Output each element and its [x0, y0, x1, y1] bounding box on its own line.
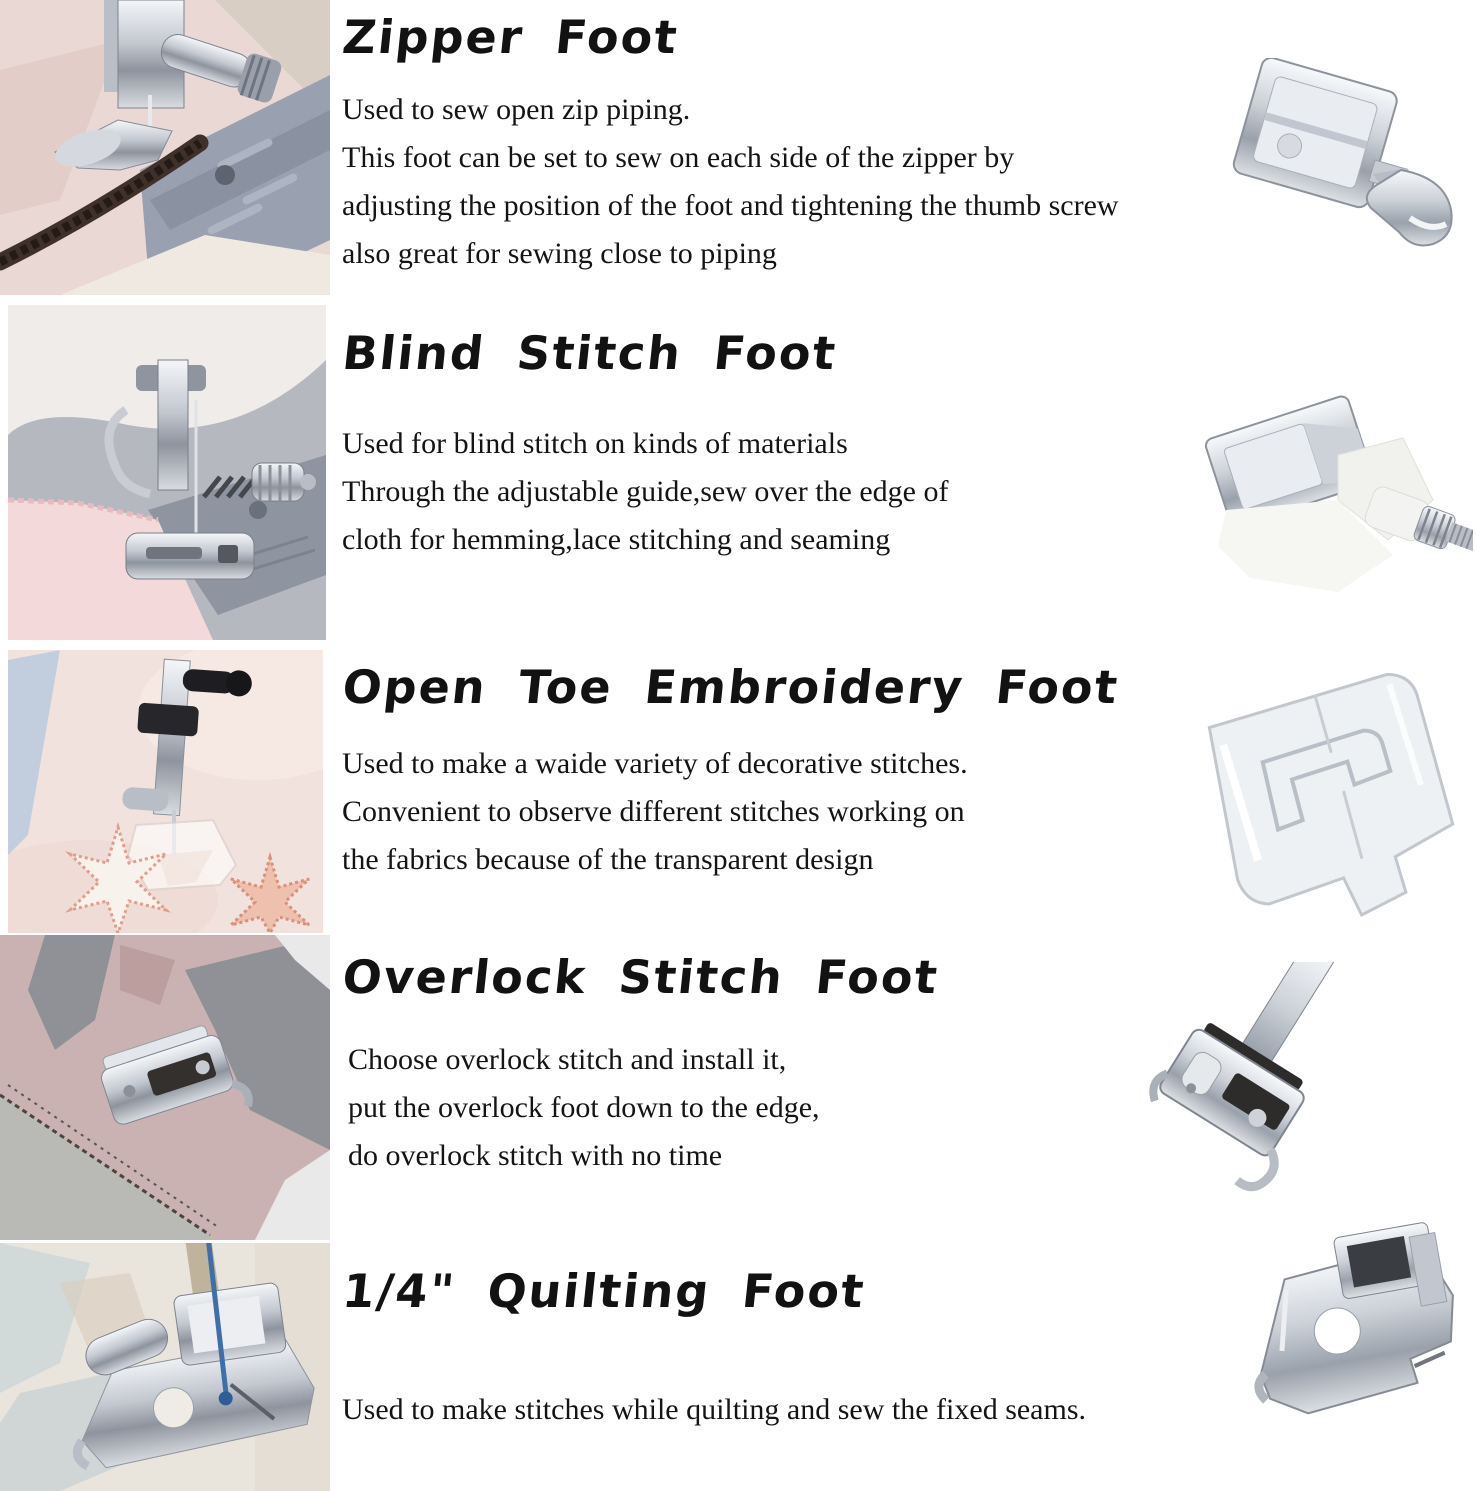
open-toe-foot-product-photo: [1178, 655, 1474, 961]
section-description-quilting-foot: [342, 1386, 1086, 1434]
section-description-open-toe-foot: [342, 740, 968, 884]
quilting-foot-product-illustration: [1198, 1212, 1464, 1436]
section-title-open-toe-foot: Open Toe Embroidery Foot: [340, 660, 1122, 714]
description-line: Used to make a waide variety of decorative stitches.: [342, 747, 968, 780]
blind-stitch-foot-usage-photo: [8, 305, 326, 640]
overlock-foot-product-photo: [1132, 962, 1337, 1242]
section-title-zipper-foot: Zipper Foot: [340, 10, 682, 64]
zipper-foot-product-photo: [1205, 58, 1467, 263]
sewing-machine-zipper-photo-illustration: [0, 0, 330, 295]
overlock-stitching-photo-illustration: [0, 935, 330, 1240]
description-line: also great for sewing close to piping: [342, 237, 777, 270]
description-line: the fabrics because of the transparent design: [342, 843, 874, 876]
quilting-foot-product-photo: [1198, 1212, 1464, 1436]
section-description-overlock-foot: [348, 1036, 820, 1180]
description-line: Convenient to observe different stitches working on: [342, 795, 965, 828]
description-line: adjusting the position of the foot and tightening the thumb screw: [342, 189, 1119, 222]
quilting-foot-usage-photo: [0, 1243, 330, 1491]
overlock-foot-usage-photo: [0, 935, 330, 1240]
description-line: cloth for hemming,lace stitching and seaming: [342, 523, 891, 556]
description-line: This foot can be set to sew on each side of the zipper by: [342, 141, 1015, 174]
overlock-foot-product-illustration: [1132, 962, 1337, 1242]
description-line: Used for blind stitch on kinds of materials: [342, 427, 848, 460]
description-line: Through the adjustable guide,sew over the edge of: [342, 475, 949, 508]
embroidery-stitching-photo-illustration: [8, 650, 323, 933]
blind-stitch-foot-product-illustration: [1188, 350, 1473, 628]
zipper-foot-product-illustration: [1205, 58, 1467, 263]
open-toe-foot-product-illustration: [1178, 655, 1474, 961]
description-line: Used to make stitches while quilting and sew the fixed seams.: [342, 1393, 1087, 1426]
section-description-zipper-foot: [342, 86, 1119, 278]
zipper-foot-usage-photo: [0, 0, 330, 295]
blind-stitch-foot-product-photo: [1188, 350, 1473, 628]
section-title-quilting-foot: 1/4" Quilting Foot: [340, 1264, 869, 1318]
section-title-overlock-foot: Overlock Stitch Foot: [340, 950, 942, 1004]
section-description-blind-stitch-foot: [342, 420, 948, 564]
description-line: Choose overlock stitch and install it,: [348, 1043, 787, 1076]
open-toe-foot-usage-photo: [8, 650, 323, 933]
section-title-blind-stitch-foot: Blind Stitch Foot: [340, 326, 840, 380]
sewing-machine-blind-stitch-photo-illustration: [8, 305, 326, 640]
quilting-stitching-photo-illustration: [0, 1243, 330, 1491]
description-line: Used to sew open zip piping.: [342, 93, 691, 126]
description-line: put the overlock foot down to the edge,: [348, 1091, 820, 1124]
description-line: do overlock stitch with no time: [348, 1139, 723, 1172]
